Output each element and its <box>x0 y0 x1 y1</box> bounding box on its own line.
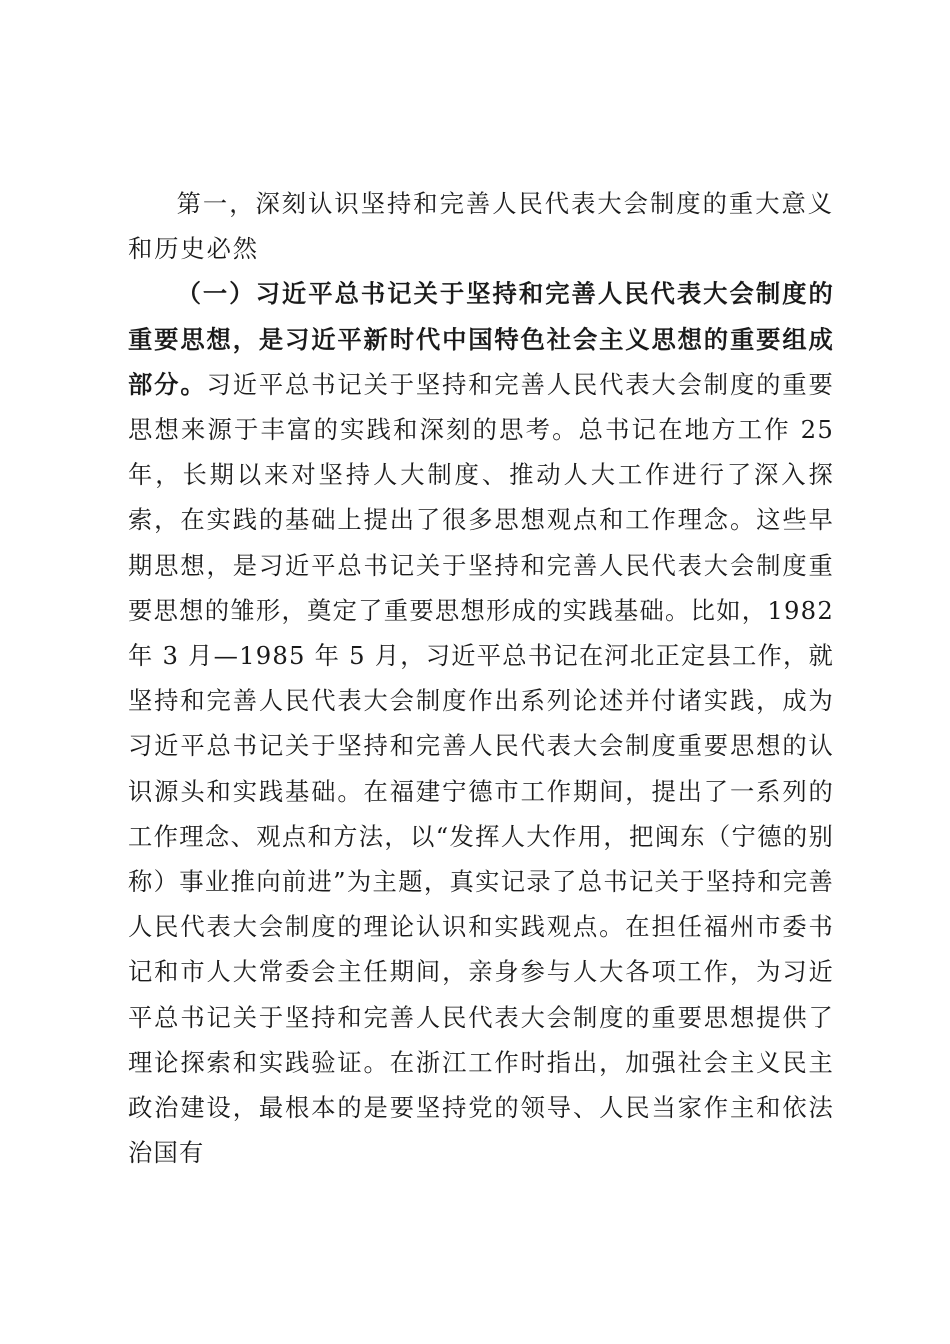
paragraph <box>128 271 834 1175</box>
section-heading: 第一，深刻认识坚持和完善人民代表大会制度的重大意义和历史必然 <box>128 189 834 264</box>
paragraph-bold-lead: （一）习近平总书记关于坚持和完善人民代表大会制度的重要思想，是习近平新时代中国特色社会主义思想的重要组成部分。 <box>128 279 834 399</box>
document-body <box>128 181 834 1175</box>
paragraph-body-text: 习近平总书记关于坚持和完善人民代表大会制度的重要思想来源于丰富的实践和深刻的思考。总书记在地方工作 25 年，长期以来对坚持人大制度、推动人大工作进行了深入探索，在实践的基础上提出了很多思想观点和工作理念。这些早期思想，是习近平总书记关于坚持和完善人民代表大会制度重要思想的雏形，奠定了重要思想形成的实践基础。比如，1982 年 3 月—1985 年 5 月，习近平总书记在河北正定县工作，就坚持和完善人民代表大会制度作出系列论述并付诸实践，成为习近平总书记关于坚持和完善人民代表大会制度重要思想的认识源头和实践基础。在福建宁德市工作期间，提出了一系列的工作理念、观点和方法，以“发挥人大作用，把闽东（宁德的别称）事业推向前进”为主题，真实记录了总书记关于坚持和完善人民代表大会制度的理论认识和实践观点。在担任福州市委书记和市人大常委会主任期间，亲身参与人大各项工作，为习近平总书记关于坚持和完善人民代表大会制度的重要思想提供了理论探索和实践验证。在浙江工作时指出，加强社会主义民主政治建设，最根本的是要坚持党的领导、人民当家作主和依法治国有 <box>128 369 834 1168</box>
